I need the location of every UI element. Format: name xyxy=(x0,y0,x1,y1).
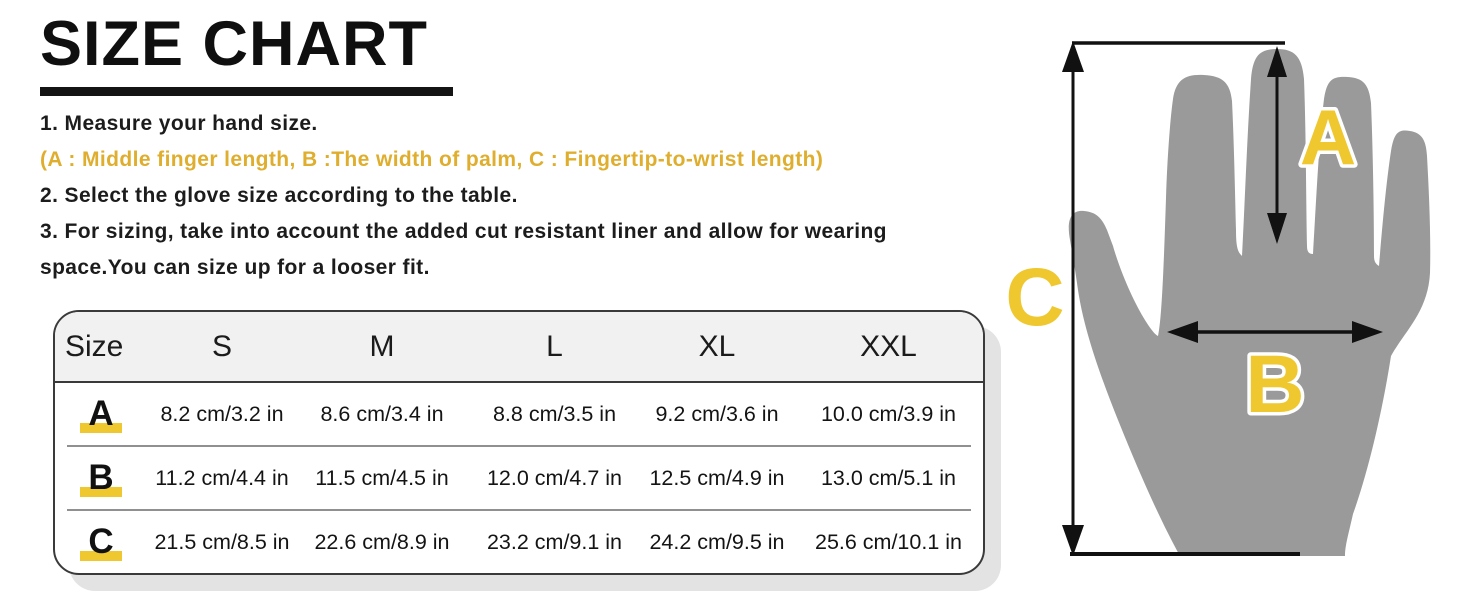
cell-c-xxl: 25.6 cm/10.1 in xyxy=(814,529,962,554)
label-c: C xyxy=(1005,252,1065,343)
row-label-a xyxy=(55,394,147,434)
c-arrowhead-up xyxy=(1062,41,1084,72)
row-letter: B xyxy=(88,458,114,497)
instruction-legend: (A : Middle finger length, B :The width of palm, C : Fingertip-to-wrist length) xyxy=(40,148,824,171)
cell-c-xl: 24.2 cm/9.5 in xyxy=(649,529,785,554)
row-label-c xyxy=(55,522,147,562)
cell-a-s: 8.2 cm/3.2 in xyxy=(160,401,284,426)
instructions xyxy=(40,106,990,286)
cell-c-l: 23.2 cm/9.1 in xyxy=(486,529,623,554)
cell-a-xl: 9.2 cm/3.6 in xyxy=(655,401,779,426)
row-label-b xyxy=(55,458,147,498)
hand-silhouette xyxy=(1069,49,1431,556)
header-m: M xyxy=(369,329,395,363)
cell-b-xl: 12.5 cm/4.9 in xyxy=(649,465,785,490)
table-row-c xyxy=(55,511,983,573)
page-title: SIZE CHART xyxy=(40,9,428,79)
cell-a-m: 8.6 cm/3.4 in xyxy=(320,401,444,426)
instruction-step-3-cont: space.You can size up for a looser fit. xyxy=(40,256,430,279)
header-xxl: XXL xyxy=(860,329,917,363)
cell-b-s: 11.2 cm/4.4 in xyxy=(155,465,289,490)
instruction-step-2: 2. Select the glove size according to the table. xyxy=(40,184,518,207)
title-underline xyxy=(40,87,453,96)
row-letter: C xyxy=(88,522,114,561)
table-row-a xyxy=(55,383,983,445)
row-letter: A xyxy=(88,394,114,433)
instruction-step-3: 3. For sizing, take into account the added cut resistant liner and allow for wearing xyxy=(40,220,887,243)
label-b: B xyxy=(1245,339,1305,430)
header-size: Size xyxy=(65,329,124,363)
size-table xyxy=(53,310,985,575)
cell-b-l: 12.0 cm/4.7 in xyxy=(486,465,623,490)
hand-measurement-diagram xyxy=(1000,0,1464,600)
cell-a-xxl: 10.0 cm/3.9 in xyxy=(820,401,957,426)
cell-b-xxl: 13.0 cm/5.1 in xyxy=(820,465,957,490)
cell-a-l: 8.8 cm/3.5 in xyxy=(492,401,617,426)
cell-c-m: 22.6 cm/8.9 in xyxy=(314,529,450,554)
table-row-b xyxy=(55,447,983,509)
c-arrowhead-down xyxy=(1062,525,1084,556)
header-s: S xyxy=(211,329,232,363)
cell-b-m: 11.5 cm/4.5 in xyxy=(315,465,449,490)
cell-c-s: 21.5 cm/8.5 in xyxy=(154,529,290,554)
header-xl: XL xyxy=(698,329,736,363)
label-a: A xyxy=(1299,93,1357,181)
header-l: L xyxy=(546,329,563,363)
size-table-header xyxy=(55,312,983,383)
instruction-step-1: 1. Measure your hand size. xyxy=(40,112,318,135)
